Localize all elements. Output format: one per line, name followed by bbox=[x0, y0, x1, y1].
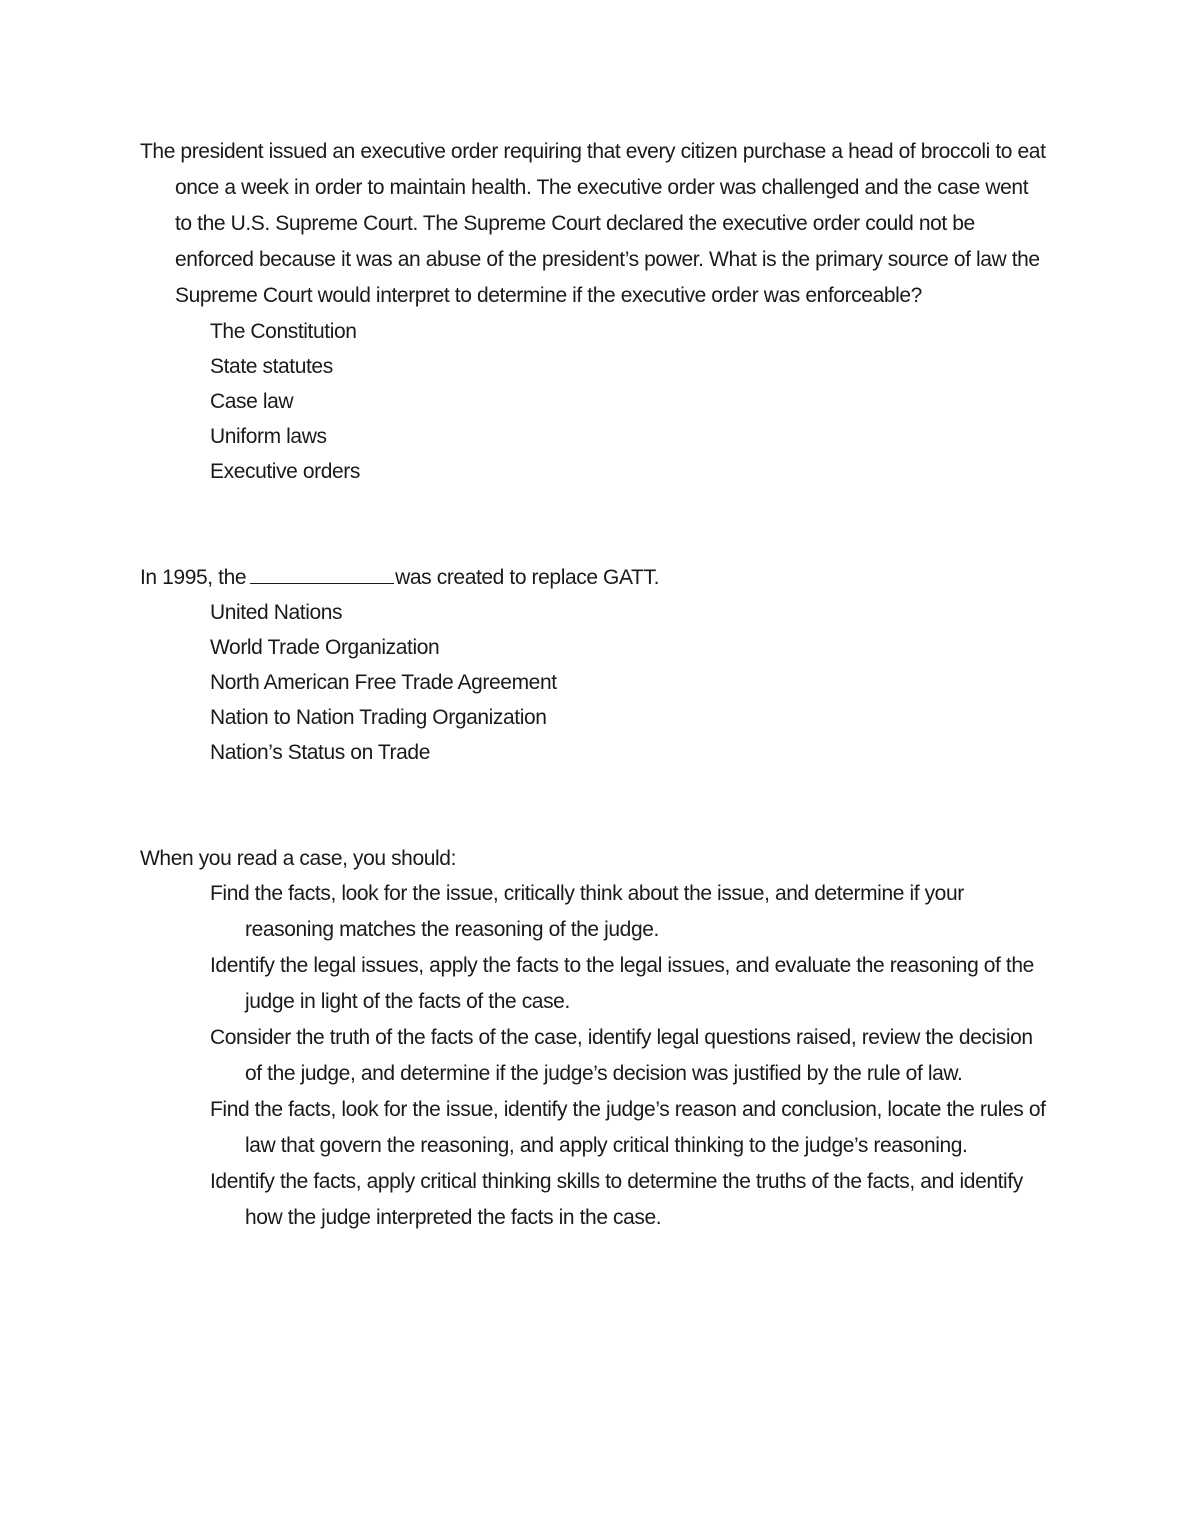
question-3-stem: When you read a case, you should: bbox=[140, 847, 457, 870]
question-1-stem: The president issued an executive order requiring that every citizen purchase a head of broccoli to eat once a week in order to maintain health. The executive order was challenged and the case went to the U.S. Supreme Court. The Supreme Court declared the executive order could not be enforced because it was an abuse of the president’s power. What is the primary source of law the Supreme Court would interpret to determine if the executive order was enforceable? bbox=[140, 140, 1046, 307]
question-1 bbox=[140, 134, 1050, 489]
question-1-option-b: State statutes bbox=[210, 355, 333, 378]
question-2-option-a: United Nations bbox=[210, 601, 343, 624]
question-2-option-d: Nation to Nation Trading Organization bbox=[210, 706, 547, 729]
fill-in-blank bbox=[250, 565, 394, 584]
question-1-option-d: Uniform laws bbox=[210, 425, 327, 448]
question-1-option-e: Executive orders bbox=[210, 460, 361, 483]
question-1-option-a: The Constitution bbox=[210, 320, 357, 343]
question-3-options bbox=[140, 876, 1050, 1236]
question-2-option-e: Nation’s Status on Trade bbox=[210, 741, 430, 764]
question-1-options bbox=[140, 314, 1050, 489]
question-2-options bbox=[140, 595, 1050, 770]
question-2-option-b: World Trade Organization bbox=[210, 636, 440, 659]
question-3-option-c: Consider the truth of the facts of the case, identify legal questions raised, review the decision of the judge, and determine if the judge’s decision was justified by the rule of law. bbox=[210, 1026, 1033, 1085]
question-2-stem-before: In 1995, the bbox=[140, 566, 247, 589]
question-3-option-d: Find the facts, look for the issue, identify the judge’s reason and conclusion, locate the rules of law that govern the reasoning, and apply critical thinking to the judge’s reasoning. bbox=[210, 1098, 1046, 1157]
question-3-option-b: Identify the legal issues, apply the facts to the legal issues, and evaluate the reasoning of the judge in light of the facts of the case. bbox=[210, 954, 1034, 1013]
question-2-stem-after: was created to replace GATT. bbox=[395, 566, 660, 589]
question-2-option-c: North American Free Trade Agreement bbox=[210, 671, 557, 694]
question-3-option-a: Find the facts, look for the issue, critically think about the issue, and determine if your reasoning matches the reasoning of the judge. bbox=[210, 882, 964, 941]
question-3-option-e: Identify the facts, apply critical thinking skills to determine the truths of the facts, and identify how the judge interpreted the facts in the case. bbox=[210, 1170, 1023, 1229]
question-2-stem bbox=[140, 560, 1050, 595]
question-3 bbox=[140, 841, 1050, 1236]
question-2 bbox=[140, 560, 1050, 770]
question-1-option-c: Case law bbox=[210, 390, 294, 413]
